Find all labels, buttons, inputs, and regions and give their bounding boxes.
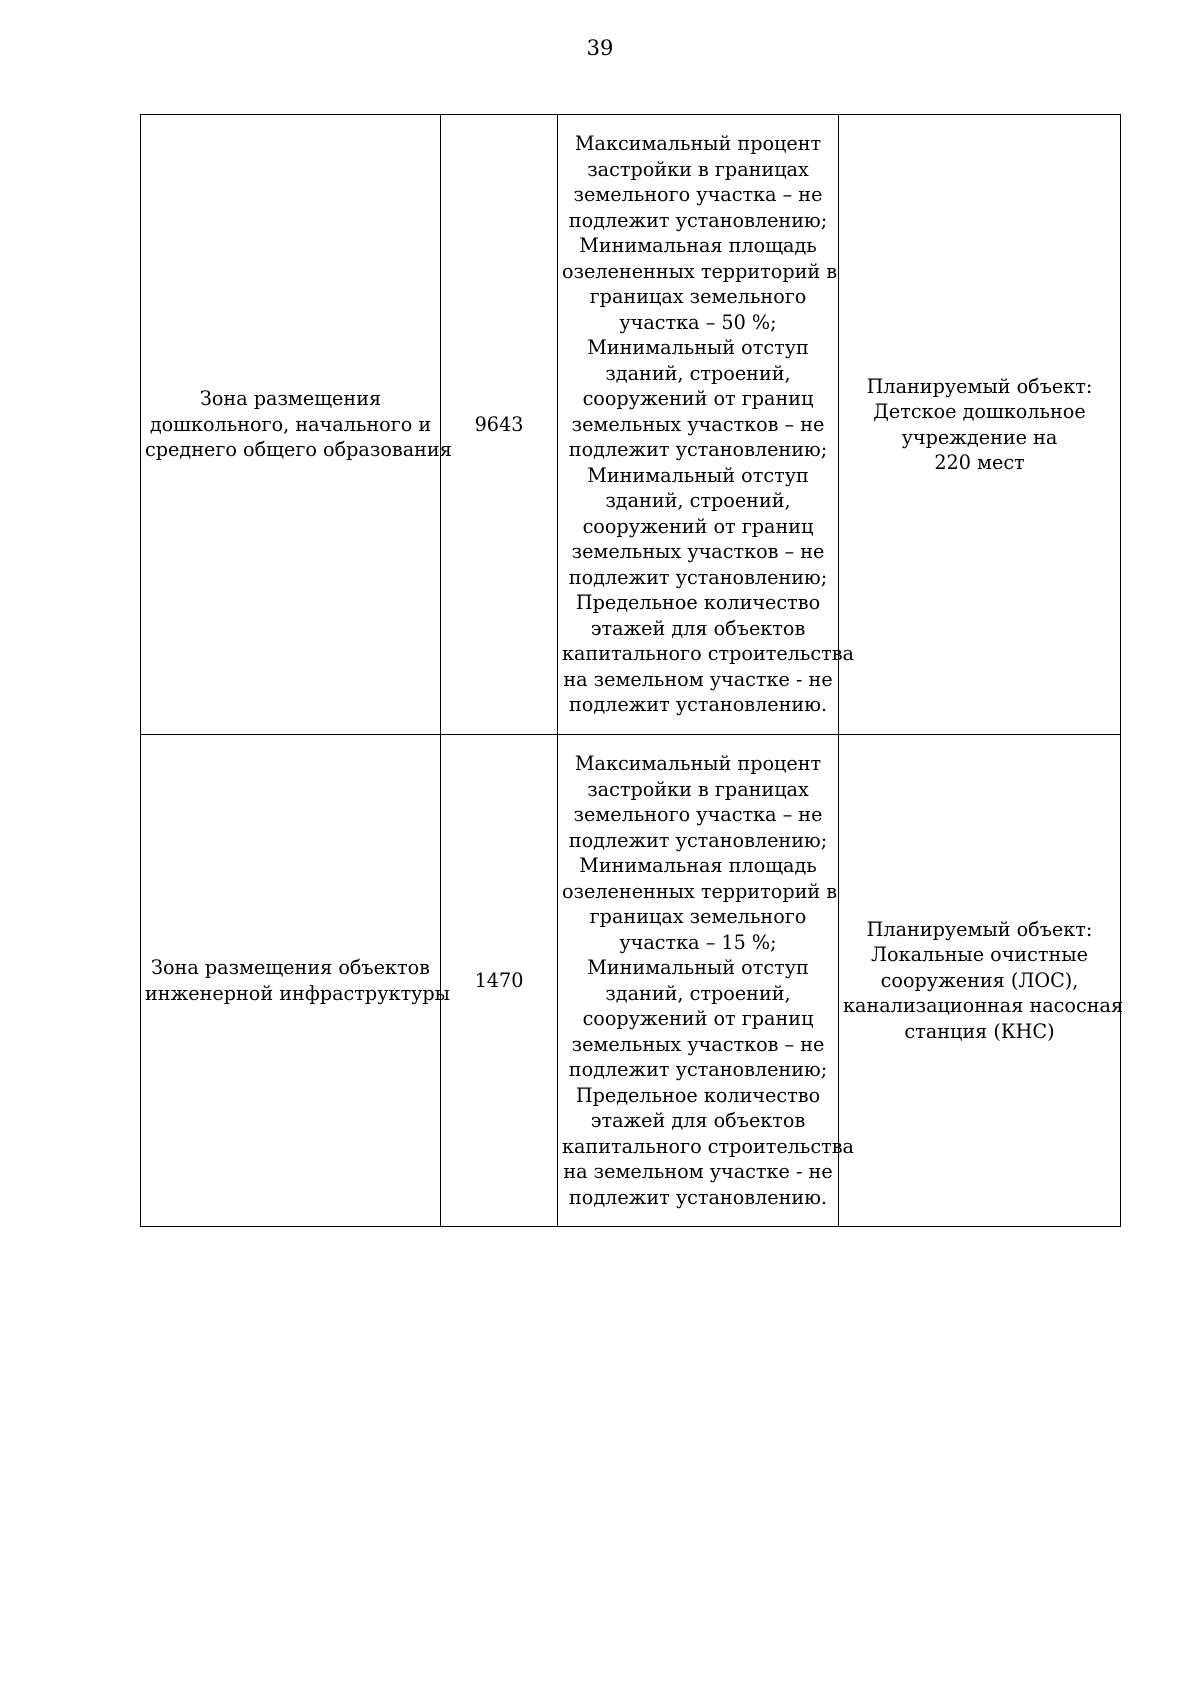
- text-line: участка – 50 %;: [619, 310, 777, 334]
- text-line: участка – 15 %;: [619, 930, 777, 954]
- text-line: Локальные очистные: [871, 943, 1088, 967]
- text-line: застройки в границах: [587, 157, 809, 181]
- text-line: капитального строительства: [562, 1134, 854, 1158]
- text-line: Планируемый объект:: [866, 917, 1093, 941]
- planned-object-cell: [839, 115, 1121, 735]
- text-line: земельных участков – не: [571, 1032, 825, 1056]
- text-line: сооружения (ЛОС),: [880, 968, 1079, 992]
- text-line: подлежит установлению;: [568, 565, 828, 589]
- zone-name: [145, 386, 452, 463]
- text-line: Минимальный отступ: [587, 336, 809, 360]
- text-line: сооружений от границ: [582, 514, 814, 538]
- text-line: сооружений от границ: [582, 1007, 814, 1030]
- zone-params: [562, 751, 854, 1210]
- text-line: зданий, строений,: [605, 361, 791, 385]
- text-line: станция (КНС): [904, 1019, 1055, 1043]
- text-line: озелененных территорий в: [562, 259, 838, 283]
- text-line: канализационная насосная: [843, 994, 1124, 1018]
- zone-params-cell: [558, 735, 854, 1227]
- zone-area-cell: [441, 115, 558, 735]
- zones-table: [140, 114, 1124, 1227]
- text-line: 220 мест: [934, 451, 1025, 474]
- text-line: капитального строительства: [562, 642, 854, 666]
- text-line: земельных участков – не: [571, 412, 825, 436]
- text-line: Максимальный процент: [574, 752, 822, 775]
- text-line: земельного участка – не: [573, 803, 823, 826]
- text-line: этажей для объектов: [590, 616, 806, 640]
- zone-name: [145, 955, 450, 1006]
- text-line: земельного участка – не: [573, 183, 823, 207]
- text-line: подлежит установлению.: [568, 693, 827, 717]
- text-line: зданий, строений,: [605, 981, 791, 1005]
- zone-area: 1470: [474, 968, 524, 992]
- text-line: этажей для объектов: [590, 1109, 806, 1132]
- text-line: подлежит установлению;: [568, 1058, 828, 1081]
- text-line: Минимальная площадь: [579, 234, 817, 258]
- text-line: зданий, строений,: [605, 489, 791, 513]
- text-line: дошкольного, начального и: [149, 412, 432, 436]
- page-number: 39: [586, 36, 614, 60]
- text-line: Планируемый объект:: [866, 374, 1093, 398]
- text-line: подлежит установлению.: [568, 1185, 827, 1209]
- text-line: границах земельного: [589, 905, 807, 928]
- text-line: среднего общего образования: [145, 438, 452, 462]
- zone-params-cell: [558, 115, 854, 735]
- text-line: Минимальная площадь: [579, 854, 817, 877]
- planned-object: [843, 917, 1124, 1045]
- text-line: Минимальный отступ: [587, 956, 809, 979]
- text-line: подлежит установлению;: [568, 438, 828, 462]
- text-line: Минимальный отступ: [587, 463, 809, 487]
- text-line: Зона размещения объектов: [151, 956, 430, 979]
- planned-object: [843, 374, 1116, 476]
- text-line: учреждение на: [901, 425, 1058, 449]
- text-line: застройки в границах: [587, 777, 809, 801]
- planned-object-cell: [839, 735, 1124, 1227]
- text-line: границах земельного: [589, 285, 807, 309]
- text-line: подлежит установлению;: [568, 208, 828, 232]
- zone-name-cell: [141, 115, 452, 735]
- zone-params: [562, 131, 854, 718]
- zone-area-cell: [441, 735, 558, 1227]
- zone-area: 9643: [474, 412, 524, 436]
- zone-name-cell: [141, 735, 450, 1227]
- text-line: подлежит установлению;: [568, 828, 828, 852]
- text-line: земельных участков – не: [571, 540, 825, 564]
- text-line: сооружений от границ: [582, 387, 814, 411]
- text-line: Максимальный процент: [574, 132, 822, 156]
- table-row: [141, 115, 1121, 735]
- text-line: Предельное количество: [575, 1083, 821, 1107]
- text-line: на земельном участке - не: [563, 667, 833, 691]
- text-line: инженерной инфраструктуры: [145, 981, 450, 1005]
- text-line: озелененных территорий в: [562, 879, 838, 903]
- text-line: на земельном участке - не: [563, 1160, 833, 1183]
- table-row: [141, 735, 1121, 1227]
- text-line: Зона размещения: [199, 387, 382, 411]
- text-line: Предельное количество: [575, 591, 821, 615]
- text-line: Детское дошкольное: [873, 400, 1086, 423]
